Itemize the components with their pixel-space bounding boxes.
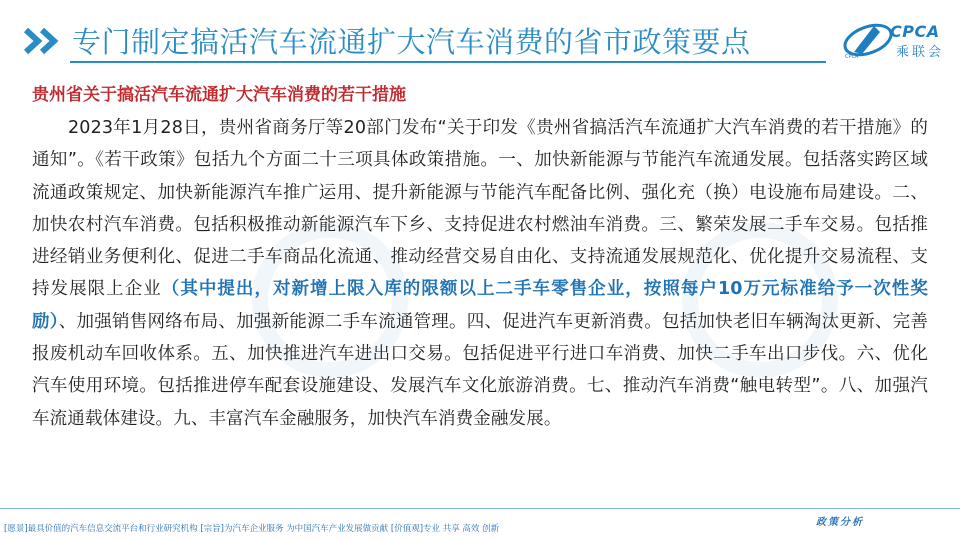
footer-divider — [0, 508, 960, 509]
title-underline — [70, 61, 826, 63]
double-chevron-icon — [22, 26, 72, 56]
logo-sub: CPCA — [845, 54, 859, 60]
header — [0, 0, 960, 70]
logo-text: CPCA — [890, 22, 940, 41]
section-subtitle: 贵州省关于搞活汽车流通扩大汽车消费的若干措施 — [32, 85, 406, 105]
paragraph-text-2: 、加强销售网络布局、加强新能源二手车流通管理。四、促进汽车更新消费。包括加快老旧车辆淘汰更新、完善报废机动车回收体系。五、加快推进汽车进出口交易。包括促进平行进口车消费、加快二手车出口步伐。六、优化汽车使用环境。包括推进停车配套设施建设、发展汽车文化旅游消费。七、推动汽车消费“触电转型”。八、加强汽车流通载体建设。九、丰富汽车金融服务，加快汽车消费金融发展。 — [32, 311, 928, 429]
paragraph-text-1: 2023年1月28日，贵州省商务厅等20部门发布“关于印发《贵州省搞活汽车流通扩大汽车消费的若干措施》的通知”。《若干政策》包括九个方面二十三项具体政策措施。一、加快新能源与节能汽车流通发展。包括落实跨区域流通政策规定、加快新能源汽车推广运用、提升新能源与节能汽车配备比例、强化充（换）电设施布局建设。二、加快农村汽车消费。包括积极推动新能源汽车下乡、支持促进农村燃油车消费。三、繁荣发展二手车交易。包括推进经销业务便利化、促进二手车商品化流通、推动经营交易自由化、支持流通发展规范化、优化提升交易流程、支持发展限上企业 — [32, 118, 928, 300]
logo-chinese: 乘联会 — [896, 45, 945, 60]
policy-paragraph — [32, 112, 928, 435]
page-title: 专门制定搞活汽车流通扩大汽车消费的省市政策要点 — [72, 25, 751, 59]
footer-mission: [愿景]最具价值的汽车信息交流平台和行业研究机构 [宗旨]为汽车企业服务 为中国汽车产业发展做贡献 [价值观]专业 共享 高效 创新 — [4, 524, 500, 534]
footer-section-tag: 政策分析 — [816, 517, 864, 528]
paragraph-highlight: （其中提出，对新增上限入库的限额以上二手车零售企业，按照每户10万元标准给予一次性奖励） — [32, 279, 928, 332]
